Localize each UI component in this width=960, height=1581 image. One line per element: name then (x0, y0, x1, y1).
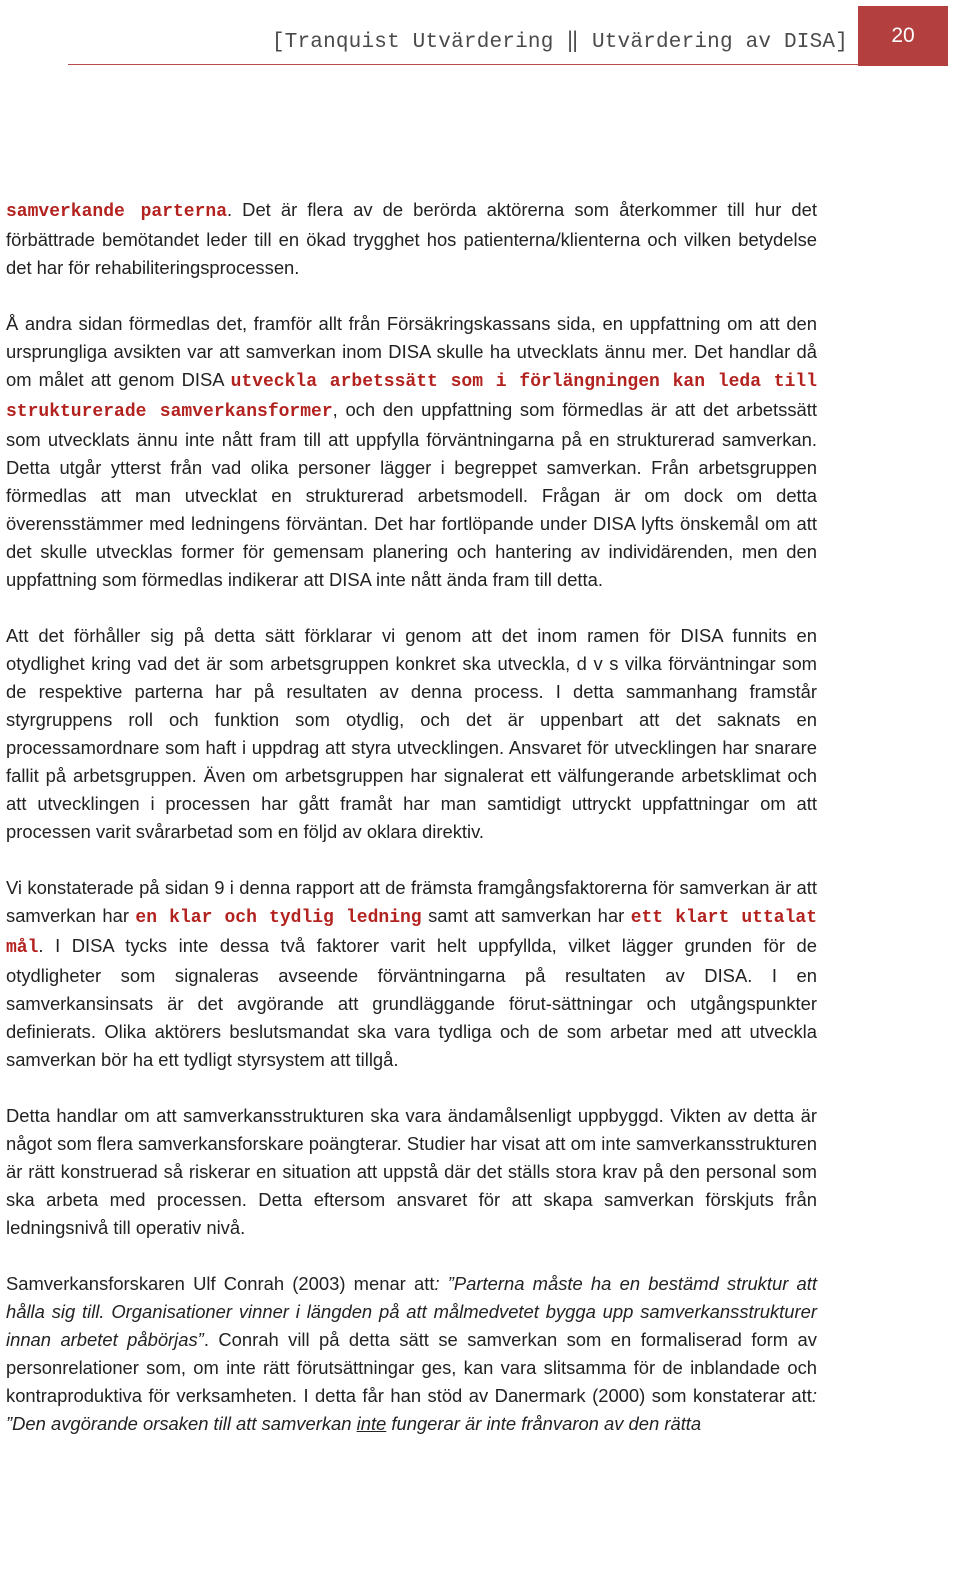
text-run: . I DISA tycks inte dessa två faktorer varit helt uppfyllda, vilket lägger grunden för de otydligheter som signaleras avseende förväntningarna på resultaten av DISA. I en samverkansinsats är det avgörande att grundläggande förut-sättningar och utgångspunkter definierats. Olika aktörers beslutsmandat ska vara tydliga och de som arbetar med att utveckla samverkan bör ha ett tydligt styrsystem att tillgå. (6, 935, 817, 1070)
text-run: Å andra sidan förmedlas det, framför allt från Försäkringskassans sida, en uppfattning om att den ursprungliga avsikten var att samverkan inom DISA skulle ha utvecklats ännu mer. Det handlar då om målet att genom DISA (6, 313, 817, 390)
quote-text: : ”Parterna måste ha en bestämd struktur att hålla sig till. Organisationer vinner i längden på att målmedvetet bygga upp samverkansstrukturer innan arbetet påbörjas” (6, 1273, 817, 1350)
header-rule (68, 64, 858, 65)
text-run: . Det är flera av de berörda aktörerna som återkommer till hur det förbättrade bemötandet leder till en ökad trygghet hos patienterna/klienterna och vilken betydelse det har för rehabiliteringsprocessen. (6, 199, 817, 278)
highlight-text: ett klart uttalat mål (6, 908, 817, 958)
highlight-text: utveckla arbetssätt som i förlängningen kan leda till strukturerade samverkansformer (6, 372, 817, 422)
paragraph-2 (6, 310, 817, 594)
page-header (0, 0, 960, 70)
highlight-text: en klar och tydlig ledning (135, 908, 422, 928)
quote-text: : ”Den avgörande orsaken till att samverkan (6, 1385, 817, 1434)
paragraph-4 (6, 874, 817, 1074)
text-run: Samverkansforskaren Ulf Conrah (2003) menar att (6, 1273, 435, 1294)
page-number-badge (858, 6, 948, 66)
quote-text: fungerar är inte frånvaron av den rätta (386, 1413, 702, 1434)
text-run: . Conrah vill på detta sätt se samverkan som en formaliserad form av personrelationer som, om inte rätt förutsättningar ges, kan vara slitsamma för de inblandade och kontraproduktiva för verksamheten. I detta får han stöd av Danermark (2000) som konstaterar att (6, 1329, 817, 1406)
text-run: Detta handlar om att samverkansstrukturen ska vara ändamålsenligt uppbyggd. Vikten av detta är något som flera samverkansforskare poängterar. Studier har visat att om inte samverkansstrukturen är rätt konstruerad så riskerar en situation att uppstå där det ställs stora krav på den personal som ska arbeta med processen. Detta eftersom ansvaret för att skapa samverkan förskjuts från ledningsnivå till operativ nivå. (6, 1105, 817, 1238)
paragraph-6 (6, 1270, 817, 1438)
underlined-quote-text: inte (356, 1413, 387, 1434)
body-text (6, 196, 817, 1466)
paragraph-1 (6, 196, 817, 282)
text-run: , och den uppfattning som förmedlas är att det arbetssätt som utvecklats ännu inte nått fram till att uppfylla förväntningarna på en strukturerad samverkan. Detta utgår ytterst från vad olika personer lägger i begreppet samverkan. Från arbetsgruppen förmedlas att man utvecklat en strukturerad arbetsmodell. Frågan är om dock om detta överensstämmer med ledningens förväntan. Det har fortlöpande under DISA lyfts önskemål om att det skulle utvecklas former för gemensam planering och hantering av individärenden, men den uppfattning som förmedlas indikerar att DISA inte nått ända fram till detta. (6, 399, 817, 590)
text-run: samt att samverkan har (421, 905, 631, 926)
text-run: Att det förhåller sig på detta sätt förklarar vi genom att det inom ramen för DISA funnits en otydlighet kring vad det är som arbetsgruppen konkret ska utveckla, d v s vilka förväntningar som de respektive parterna har på resultaten av denna process. I detta sammanhang framstår styrgruppens roll och funktion som otydlig, och det är uppenbart att det saknats en processamordnare som haft i uppdrag att styra utvecklingen. Ansvaret för utvecklingen har snarare fallit på arbetsgruppen. Även om arbetsgruppen har signalerat ett välfungerande arbetsklimat och att utvecklingen i processen har gått framåt har man samtidigt uttryckt uppfattningar om att processen varit svårarbetad som en följd av oklara direktiv. (6, 625, 817, 842)
running-header-title: [Tranquist Utvärdering ‖ Utvärdering av DISA] (271, 31, 848, 54)
paragraph-5 (6, 1102, 817, 1242)
page-number: 20 (891, 24, 915, 47)
paragraph-3 (6, 622, 817, 846)
text-run: Vi konstaterade på sidan 9 i denna rapport att de främsta framgångsfaktorerna för samverkan är att samverkan har (6, 877, 817, 926)
highlight-text: samverkande parterna (6, 202, 227, 222)
